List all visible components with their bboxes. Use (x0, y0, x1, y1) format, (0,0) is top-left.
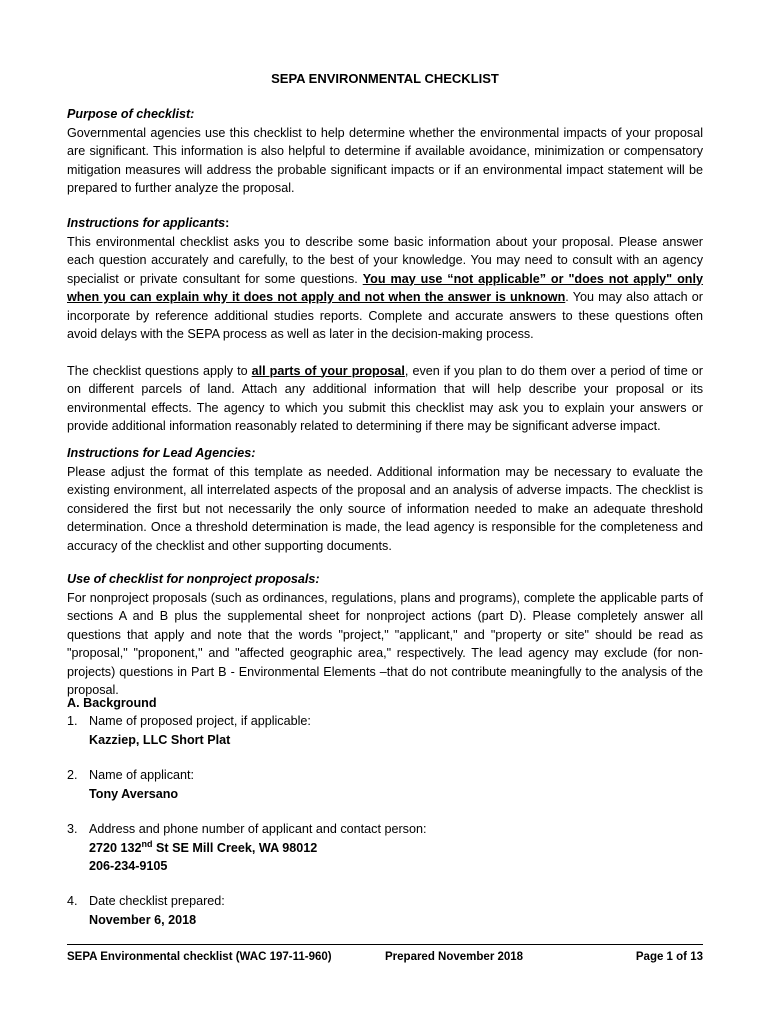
applicants-heading-line (67, 214, 703, 233)
page-title: SEPA ENVIRONMENTAL CHECKLIST (271, 71, 499, 86)
background-item-2 (67, 766, 703, 803)
background-item-1 (67, 712, 703, 749)
item-answer-address (89, 839, 703, 858)
item-answer: November 6, 2018 (89, 912, 197, 927)
nonproject-section (67, 570, 703, 700)
applicants-paragraph-2 (67, 362, 703, 436)
background-heading: A. Background (67, 696, 157, 710)
applicants-heading: Instructions for applicants (67, 216, 226, 230)
applicants-paragraph-1 (67, 233, 703, 344)
address-ordinal: nd (141, 838, 153, 849)
applicants-p2-text-a: The checklist questions apply to (67, 363, 252, 378)
item-question: Name of applicant: (89, 768, 195, 782)
nonproject-text: For nonproject proposals (such as ordinances, regulations, plans and programs), complete the applicable parts of sections A and B plus the supplemental sheet for nonproject actions (part D). Please completely answer all questions that apply and note that the words "project," "applicant," and "property or site" should be read as "proposal," "proponent," and "affected geographic area," respectively. The lead agency may exclude (for non-projects) questions in Part B - Environmental Elements –that do not contribute meaningfully to the analysis of the proposal. (67, 590, 703, 697)
purpose-section (67, 105, 703, 198)
applicants-section (67, 214, 703, 436)
address-street-number: 2720 132 (89, 840, 142, 855)
lead-text: Please adjust the format of this template as needed. Additional information may be necessary to evaluate the existing environment, all interrelated aspects of the proposal and an analysis of adverse impacts. The checklist is considered the first but not necessarily the only source of information needed to make an adequate threshold determination. Once a threshold determination is made, the lead agency is responsible for the completeness and accuracy of the checklist and other supporting documents. (67, 464, 703, 553)
footer-prepared-date: Prepared November 2018 (385, 951, 524, 963)
nonproject-heading: Use of checklist for nonproject proposals: (67, 572, 320, 586)
applicants-p1-text-a: This environmental checklist asks you to describe some basic information about your proposal. Please answer each question accurately and carefully, to the best of your knowledge. You may need to consult with an agency specialist or private consultant for some questions. (67, 234, 703, 286)
footer-form-name: SEPA Environmental checklist (WAC 197-11-960) (67, 951, 332, 963)
item-number: 3. (67, 822, 78, 836)
purpose-text: Governmental agencies use this checklist to help determine whether the environmental impacts of your proposal are significant. This information is also helpful to determine if available avoidance, minimization or compensatory mitigation measures will address the probable significant impacts or if an environmental impact statement will be prepared to further analyze the proposal. (67, 125, 703, 195)
applicants-heading-colon: : (225, 216, 230, 230)
item-answer-phone: 206-234-9105 (89, 859, 168, 873)
item-number: 2. (67, 768, 78, 782)
item-number: 4. (67, 894, 78, 908)
purpose-heading: Purpose of checklist: (67, 107, 195, 121)
applicants-p2-underlined: all parts of your proposal (251, 363, 405, 378)
page-footer (67, 944, 703, 963)
address-rest: St SE Mill Creek, WA 98012 (152, 840, 318, 855)
applicants-p1-text-b: . You may also attach or incorporate by reference additional studies reports. Complete and accurate answers to these questions often avoid delays with the SEPA process as well as later in the decision-making process. (67, 290, 704, 341)
applicants-p1-underlined: You may use “not applicable” or "does not apply" only when you can explain why it does not apply and not when the answer is unknown (67, 271, 703, 304)
item-question: Date checklist prepared: (89, 894, 225, 908)
item-answer: Tony Aversano (89, 786, 179, 801)
background-item-3 (67, 820, 703, 876)
item-answer: Kazziep, LLC Short Plat (89, 732, 231, 747)
item-question: Address and phone number of applicant and contact person: (89, 822, 427, 836)
applicants-p2-text-b: , even if you plan to do them over a period of time or on different parcels of land. Attach any additional information that will help describe your proposal or its environmental effects. The agency to which you submit this checklist may ask you to explain your answers or provide additional information reasonably related to determining if there may be significant adverse impact. (67, 363, 704, 433)
item-number: 1. (67, 714, 78, 728)
item-question: Name of proposed project, if applicable: (89, 714, 311, 728)
lead-agencies-section (67, 444, 703, 555)
footer-page-number: Page 1 of 13 (635, 951, 703, 963)
lead-heading: Instructions for Lead Agencies: (67, 446, 256, 460)
background-item-4 (67, 892, 703, 929)
